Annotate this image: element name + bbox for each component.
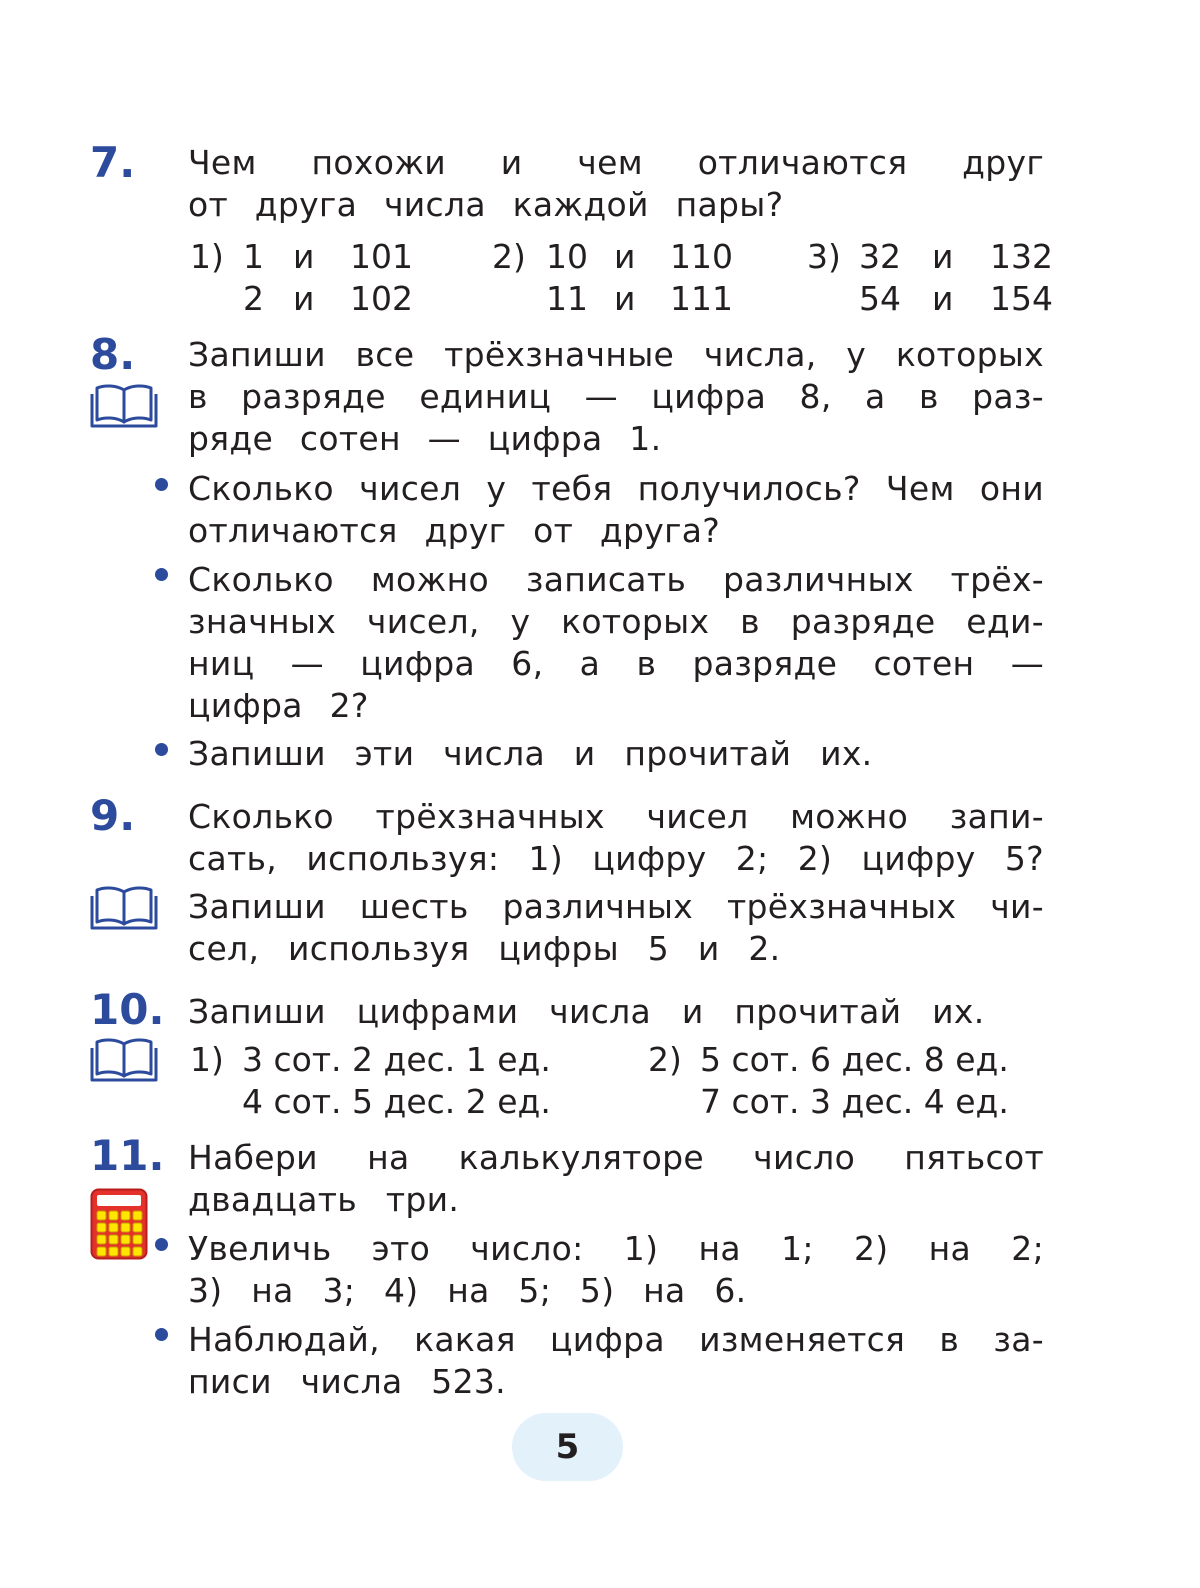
pair-conj: и [614,237,636,276]
pair-number: 2 [243,279,264,318]
text-line: Набери на калькуляторе число пятьсот [188,1138,1044,1177]
text-line: 3) на 3; 4) на 5; 5) на 6. [188,1271,747,1310]
text-line: сел, используя цифры 5 и 2. [188,929,781,968]
text-line: Сколько трёхзначных чисел можно запи- [188,797,1044,836]
pair-number: 132 [990,237,1053,276]
bullet-dot [155,1238,168,1251]
text-line: Сколько чисел у тебя получилось? Чем они [188,469,1044,508]
text-line: Запиши эти числа и прочитай их. [188,734,873,773]
page-number: 5 [555,1427,580,1467]
pair-conj: и [932,237,954,276]
text-line: Чем похожи и чем отличаются друг [188,143,1044,182]
pair-conj: и [293,279,315,318]
text-line: двадцать три. [188,1180,460,1219]
exercise-number: 9. [90,791,136,840]
text-line: Запиши цифрами числа и прочитай их. [188,992,985,1031]
text-line: значных чисел, у которых в разряде еди- [188,602,1044,641]
bullet-dot [155,743,168,756]
text-line: цифра 2? [188,686,369,725]
text-line: в разряде единиц — цифра 8, а в раз- [188,377,1044,416]
text-line: отличаются друг от друга? [188,511,721,550]
pair-conj: и [293,237,315,276]
pair-number: 10 [546,237,588,276]
place-value-item: 7 сот. 3 дес. 4 ед. [700,1082,1009,1121]
pair-number: 110 [670,237,733,276]
bullet-dot [155,478,168,491]
text-line: ниц — цифра 6, а в разряде сотен — [188,644,1044,683]
pair-number: 11 [546,279,588,318]
pair-number: 101 [350,237,413,276]
text-line: Запиши шесть различных трёхзначных чи- [188,887,1044,926]
pair-conj: и [932,279,954,318]
text-line: Сколько можно записать различных трёх- [188,560,1044,599]
exercise-number: 7. [90,138,136,187]
pair-label: 2) [492,237,526,276]
place-value-item: 3 сот. 2 дес. 1 ед. [242,1040,551,1079]
text-line: Наблюдай, какая цифра изменяется в за- [188,1320,1044,1359]
calculator-icon [90,1188,148,1260]
pair-number: 102 [350,279,413,318]
item-label: 2) [648,1040,682,1079]
bullet-dot [155,1328,168,1341]
pair-number: 154 [990,279,1053,318]
pair-number: 1 [243,237,264,276]
book-icon [90,884,158,930]
place-value-item: 5 сот. 6 дес. 8 ед. [700,1040,1009,1079]
pair-label: 3) [807,237,841,276]
exercise-number: 10. [90,985,165,1034]
exercise-number: 8. [90,330,136,379]
text-line: ряде сотен — цифра 1. [188,419,662,458]
pair-conj: и [614,279,636,318]
text-line: Запиши все трёхзначные числа, у которых [188,335,1044,374]
text-line: от друга числа каждой пары? [188,185,784,224]
text-line: Увеличь это число: 1) на 1; 2) на 2; [188,1229,1044,1268]
pair-number: 54 [859,279,901,318]
bullet-dot [155,568,168,581]
pair-number: 32 [859,237,901,276]
place-value-item: 4 сот. 5 дес. 2 ед. [242,1082,551,1121]
text-line: писи числа 523. [188,1362,506,1401]
text-line: сать, используя: 1) цифру 2; 2) цифру 5? [188,839,1044,878]
pair-label: 1) [190,237,224,276]
book-icon [90,1036,158,1082]
item-label: 1) [190,1040,224,1079]
exercise-number: 11. [90,1131,165,1180]
book-icon [90,382,158,428]
pair-number: 111 [670,279,733,318]
